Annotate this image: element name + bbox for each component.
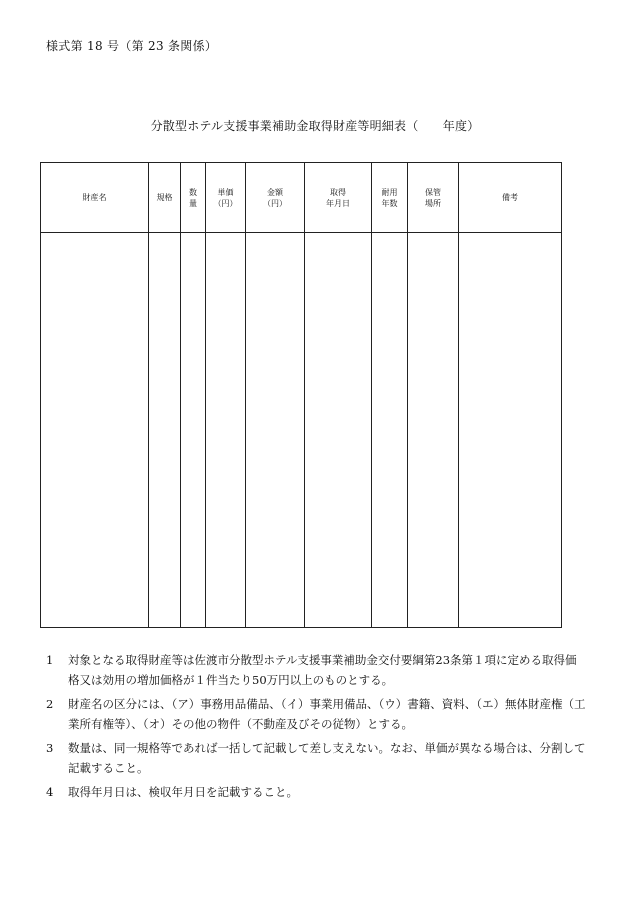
note-number: 2 (46, 697, 54, 711)
note-item (46, 782, 586, 802)
column-header-useful-life: 耐用 年数 (372, 163, 408, 233)
table-cell-remarks[interactable] (459, 233, 562, 628)
table-cell-amount[interactable] (246, 233, 305, 628)
note-text: 取得年月日は、検収年月日を記載すること。 (68, 785, 298, 799)
column-header-asset-name: 財産名 (41, 163, 149, 233)
column-header-quantity: 数 量 (181, 163, 206, 233)
column-header-unit-price: 単価 （円） (206, 163, 246, 233)
note-item (46, 738, 586, 778)
asset-ledger-table (40, 162, 562, 628)
table-cell-quantity[interactable] (181, 233, 206, 628)
notes-list (46, 650, 586, 806)
note-text: 数量は、同一規格等であれば一括して記載して差し支えない。なお、単価が異なる場合は、分割して記載すること。 (68, 741, 586, 775)
note-number: 4 (46, 785, 54, 799)
note-item (46, 694, 586, 734)
note-number: 1 (46, 653, 54, 667)
column-header-remarks: 備考 (459, 163, 562, 233)
column-header-storage-location: 保管 場所 (408, 163, 459, 233)
table-cell-unit-price[interactable] (206, 233, 246, 628)
table-cell-storage-location[interactable] (408, 233, 459, 628)
column-header-acquisition-date: 取得 年月日 (305, 163, 372, 233)
table-row (41, 233, 562, 628)
table-cell-asset-name[interactable] (41, 233, 149, 628)
note-text: 財産名の区分には、（ア）事務用品備品、（イ）事業用備品、（ウ）書籍、資料、（エ）無体財産権（工業所有権等）、（オ）その他の物件（不動産及びその従物）とする。 (68, 697, 586, 731)
table-cell-useful-life[interactable] (372, 233, 408, 628)
note-text: 対象となる取得財産等は佐渡市分散型ホテル支援事業補助金交付要綱第23条第１項に定める取得価格又は効用の増加価格が１件当たり50万円以上のものとする。 (68, 653, 577, 687)
table-cell-acquisition-date[interactable] (305, 233, 372, 628)
note-item (46, 650, 586, 690)
header-row (41, 163, 562, 233)
document-title: 分散型ホテル支援事業補助金取得財産等明細表（ 年度） (150, 119, 480, 133)
column-header-specification: 規格 (149, 163, 181, 233)
table-cell-specification[interactable] (149, 233, 181, 628)
note-number: 3 (46, 741, 54, 755)
form-number: 様式第 18 号（第 23 条関係） (46, 39, 218, 53)
column-header-amount: 金額 （円） (246, 163, 305, 233)
